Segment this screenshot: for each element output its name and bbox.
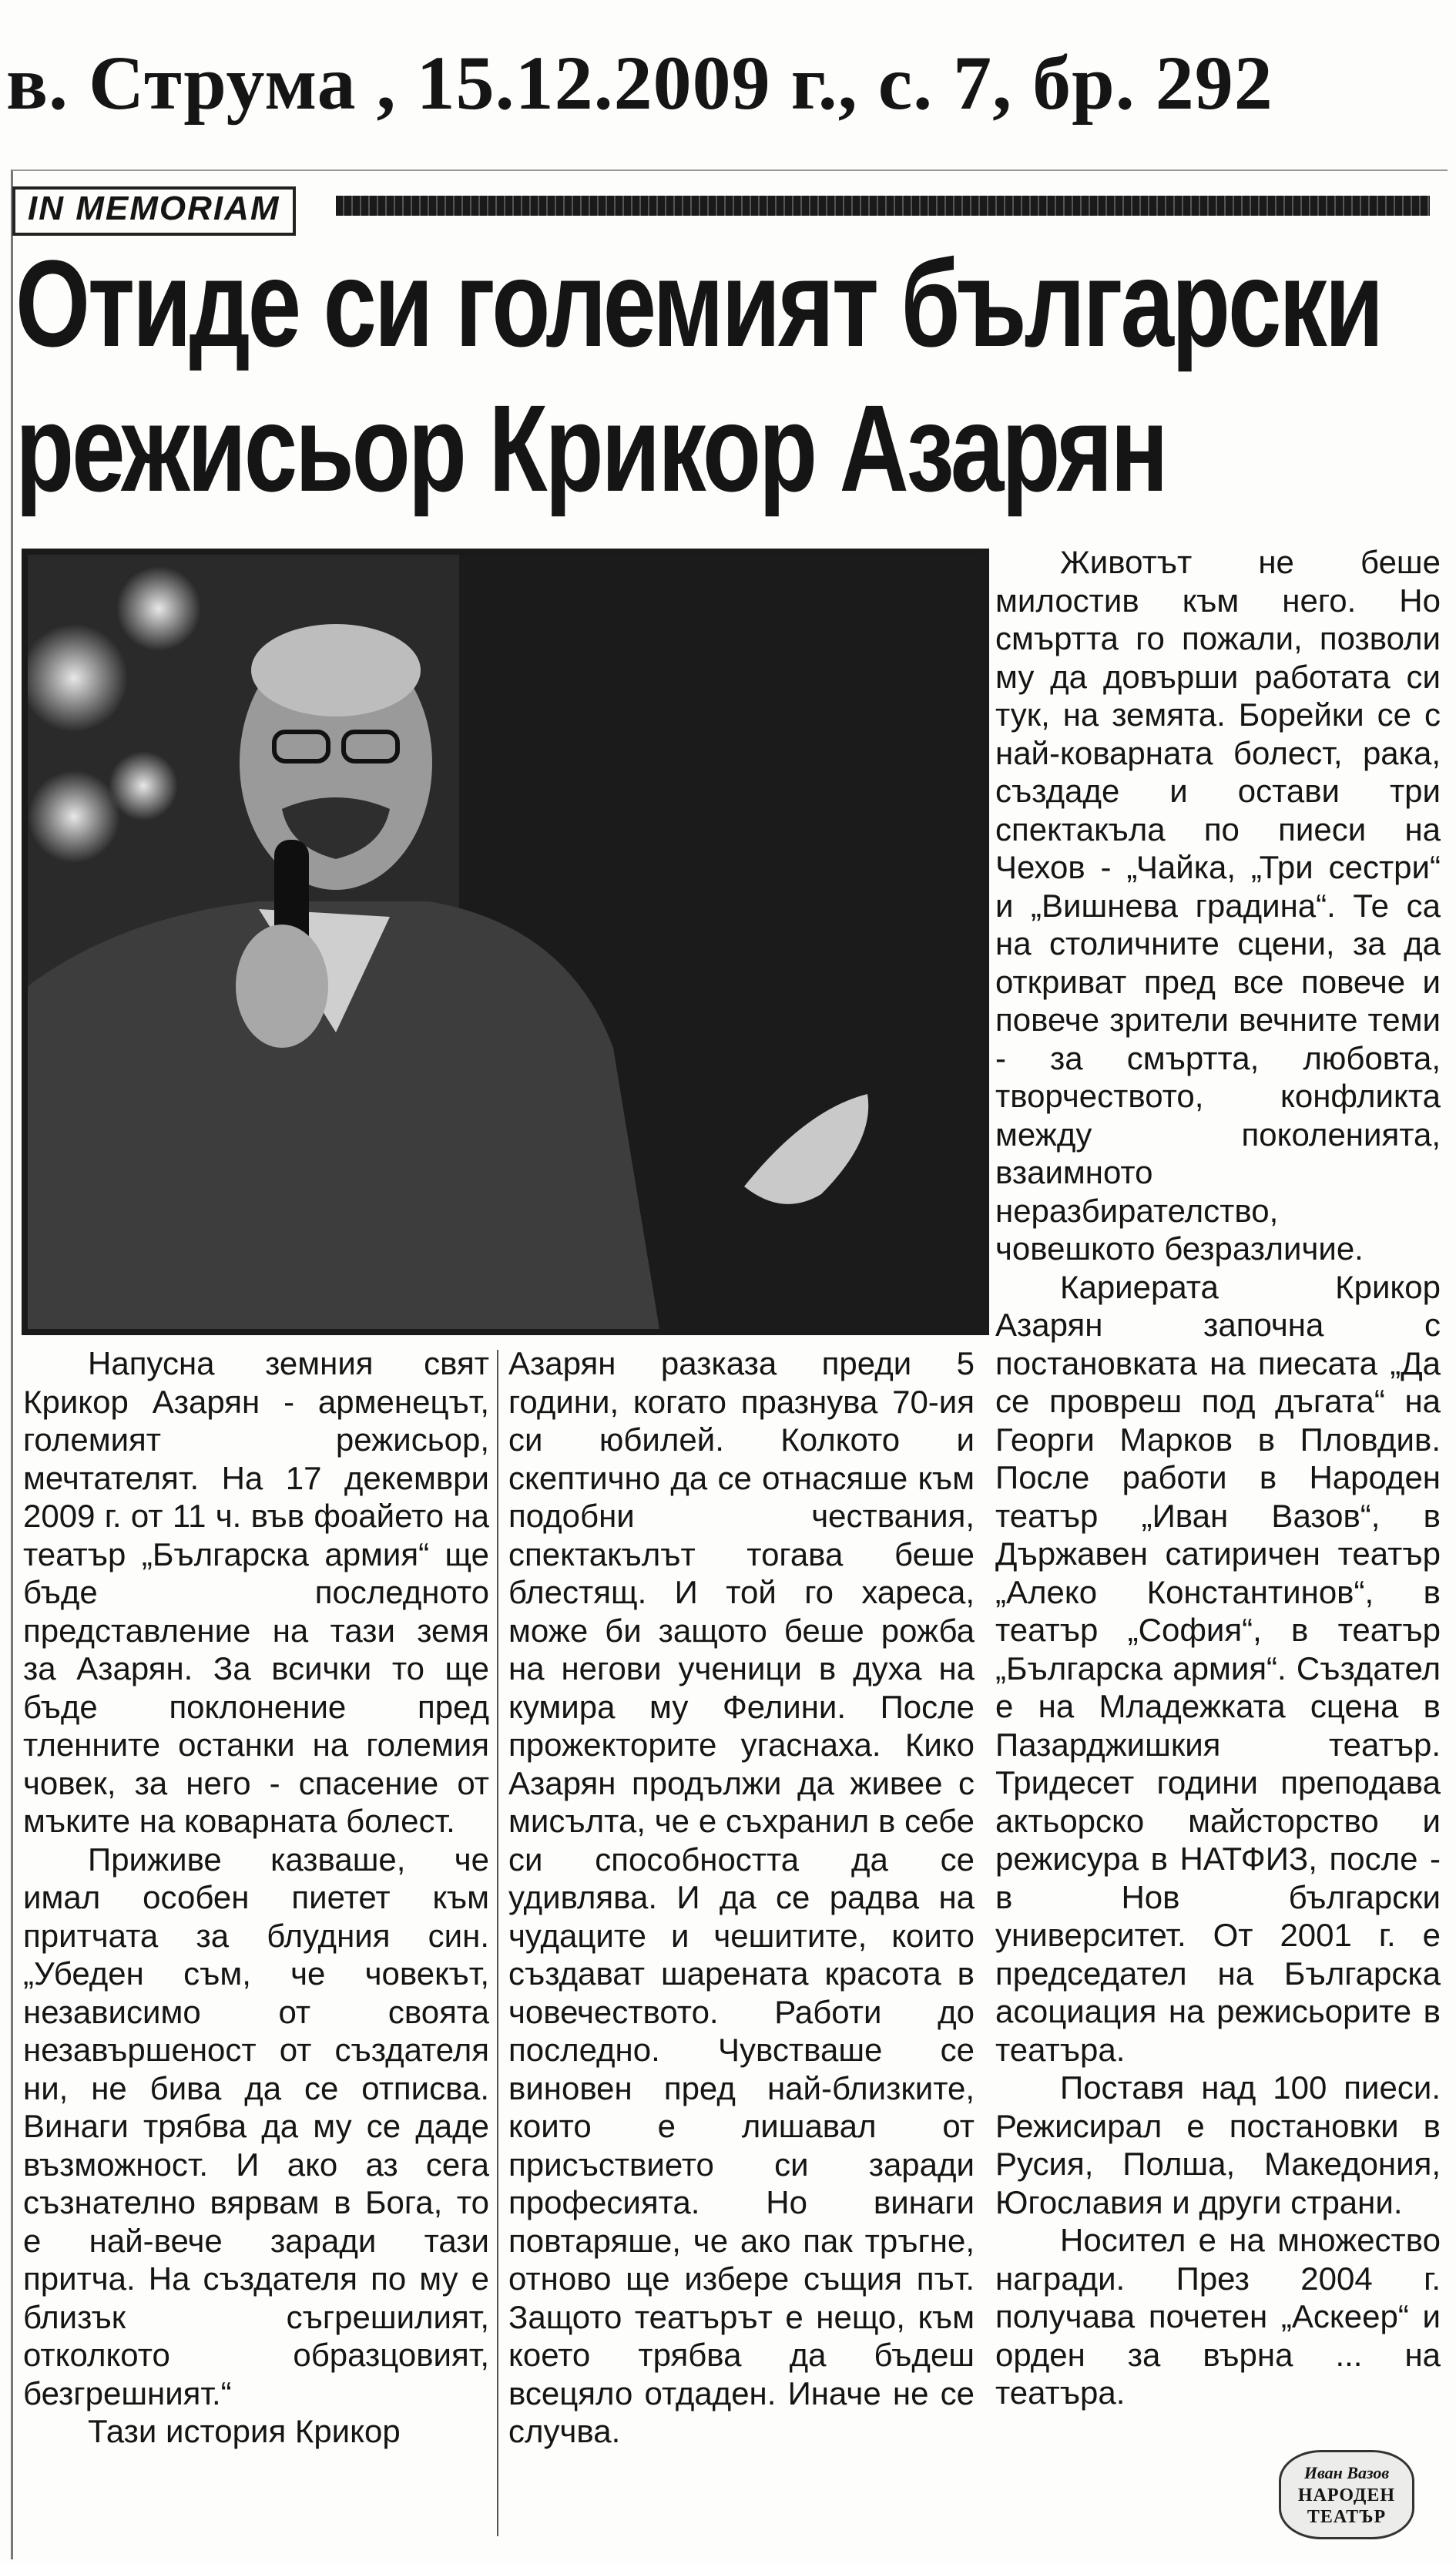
logo-wordmark: НАРОДЕН ТЕАТЪР (1297, 2485, 1396, 2527)
headline (15, 231, 1382, 524)
paragraph: Приживе казваше, че имал особен пиетет към притчата за блудния син. „Убеден съм, че човекът, независимо от своята незавършеност от създателя ни, не бива да се отписва. Винаги трябва да му се даде възможност. И ако аз сега съзнателно вярвам в Бога, то е най-вече заради тази притча. На създателя по му е близък съгрешилият, отколкото образцовият, безгрешният.“ (23, 1841, 489, 2411)
national-theatre-logo (1279, 2450, 1414, 2539)
paragraph: Тази история Крикор (88, 2413, 401, 2449)
article-column-1 (23, 1344, 489, 2546)
paragraph: Напусна земния свят Крикор Азарян - арменецът, големият режисьор, мечтателят. На 17 декември 2009 г. от 11 ч. във фоайето на театър „Българска армия“ ще бъде последното представление на тази земя за Азарян. За всички то ще бъде поклонение пред тленните останки на големия човек, за него - спасение от мъките на коварната болест. (23, 1345, 489, 1839)
paragraph: Носител е на множество награди. През 2004 г. получава почетен „Аскеер“ и орден за върна ... на театъра. (995, 2222, 1441, 2411)
rubric-rule (336, 196, 1430, 216)
portrait-photo-drawing (28, 555, 983, 1329)
rubric-row (12, 185, 1430, 231)
paragraph: Животът не беше милостив към него. Но смъртта го пожали, позволи му да довърши работата си тук, на земята. Борейки се с най-коварната болест, рака, създаде и остави три спектакъла по пиеси на Чехов - „Чайка, „Три сестри“ и „Вишнева градина“. Те са на столичните сцени, за да откриват пред все повече и повече зрители вечните теми - за смъртта, любовта, творчеството, конфликта между поколенията, взаимното неразбирателство, човешкото безразличие. (995, 544, 1441, 1267)
article-column-2 (508, 1344, 975, 2546)
source-citation: в. Струма , 15.12.2009 г., с. 7, бр. 292 (6, 40, 1273, 126)
portrait-photo (22, 549, 989, 1335)
paragraph: Азарян разказа преди 5 години, когато празнува 70-ия си юбилей. Колкото и скептично да се отнасяше към подобни чествания, спектакълът тогава беше блестящ. И той го хареса, може би защото беше рожба на негови ученици в духа на кумира му Фелини. После прожекторите угаснаха. Кико Азарян продължи да живее с мисълта, че е съхранил в себе си способността да се удивлява. И да се радва на чудаците и чешитите, които създават шарената красота в човечеството. Работи до последно. Чувстваше се виновен пред най-близките, които е лишавал от присъствието си заради професията. Но винаги повтаряше, че ако пак тръгне, отново ще избере същия път. Защото театърът е нещо, към което трябва да бъдеш всецяло отдаден. Иначе не се случва. (508, 1345, 975, 2449)
rubric-label: IN MEMORIAM (12, 186, 296, 236)
column-divider (497, 1350, 498, 2536)
headline-line-1: Отиде си големият български (15, 234, 1382, 372)
article-column-3 (995, 543, 1441, 2515)
headline-line-2: режисьор Крикор Азарян (15, 379, 1166, 517)
paragraph: Поставя над 100 пиеси. Режисирал е постановки в Русия, Полша, Македония, Югославия и други страни. (995, 2069, 1441, 2220)
logo-script: Иван Вазов (1303, 2463, 1390, 2482)
paragraph: Кариерата Крикор Азарян започна с постановката на пиесата „Да се провреш под дъгата“ на Георги Марков в Пловдив. После работи в Народен театър „Иван Вазов“, в Държавен сатиричен театър „Алеко Константинов“, в театър „София“, в театър „Българска армия“. Създател е на Младежката сцена в Пазарджишкия театър. Тридесет години преподава актьорско майсторство и режисура в НАТФИЗ, после - в Нов български университет. От 2001 г. е председател на Българска асоциация на режисьорите в театъра. (995, 1268, 1441, 2068)
